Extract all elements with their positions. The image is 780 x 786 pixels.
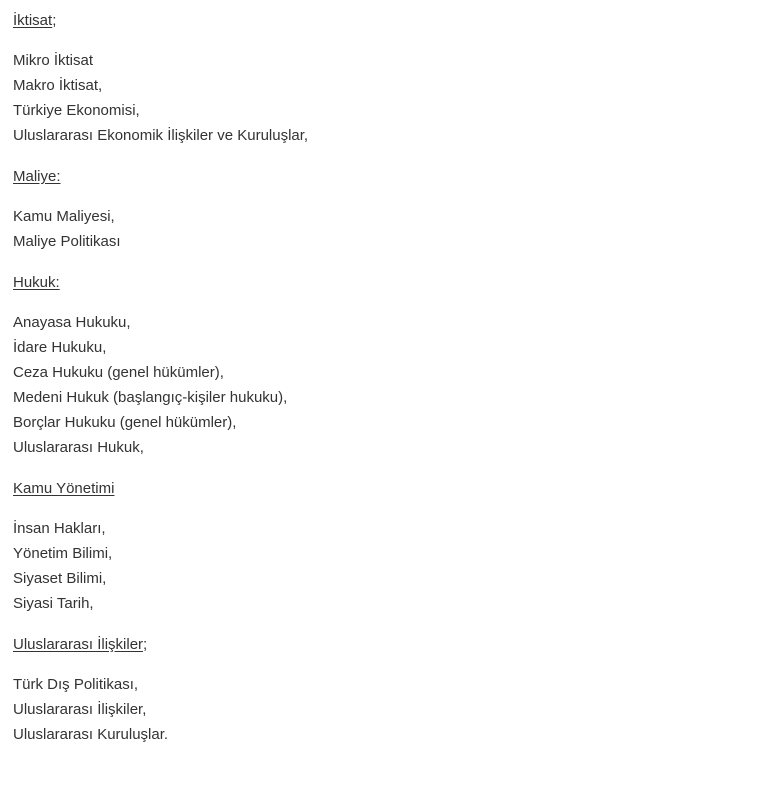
section-heading: [13, 476, 773, 501]
list-item: Ceza Hukuku (genel hükümler),: [13, 364, 224, 381]
list-item: Makro İktisat,: [13, 77, 103, 94]
document-body: [13, 0, 773, 747]
section-kamu-yonetimi: [13, 476, 773, 616]
section-title-suffix: ;: [52, 12, 57, 29]
list-item: Uluslararası Hukuk,: [13, 439, 144, 456]
list-item: Siyasi Tarih,: [13, 595, 94, 612]
list-item: İdare Hukuku,: [13, 339, 107, 356]
section-heading: [13, 8, 773, 33]
list-item: İnsan Hakları,: [13, 520, 106, 537]
section-title: Maliye:: [13, 168, 61, 185]
list-item: Türk Dış Politikası,: [13, 676, 139, 693]
list-item: Mikro İktisat: [13, 52, 94, 69]
list-item: Kamu Maliyesi,: [13, 208, 115, 225]
course-list: [13, 516, 773, 616]
section-title: Hukuk:: [13, 274, 60, 291]
list-item: Türkiye Ekonomisi,: [13, 102, 140, 119]
course-list: [13, 48, 773, 148]
list-item: Siyaset Bilimi,: [13, 570, 107, 587]
section-maliye: [13, 164, 773, 254]
list-item: Anayasa Hukuku,: [13, 314, 131, 331]
section-title-suffix: ;: [143, 636, 148, 653]
section-heading: [13, 632, 773, 657]
section-uluslararasi-iliskiler: [13, 632, 773, 747]
section-title: Uluslararası İlişkiler: [13, 636, 144, 653]
list-item: Borçlar Hukuku (genel hükümler),: [13, 414, 237, 431]
list-item: Maliye Politikası: [13, 233, 121, 250]
list-item: Uluslararası Ekonomik İlişkiler ve Kuruluşlar,: [13, 127, 309, 144]
section-heading: [13, 164, 773, 189]
list-item: Uluslararası Kuruluşlar.: [13, 726, 169, 743]
course-list: [13, 204, 773, 254]
course-list: [13, 310, 773, 460]
section-iktisat: [13, 8, 773, 148]
course-list: [13, 672, 773, 747]
section-title: Kamu Yönetimi: [13, 480, 115, 497]
list-item: Uluslararası İlişkiler,: [13, 701, 147, 718]
section-title: İktisat: [13, 12, 53, 29]
section-heading: [13, 270, 773, 295]
list-item: Medeni Hukuk (başlangıç-kişiler hukuku),: [13, 389, 288, 406]
list-item: Yönetim Bilimi,: [13, 545, 113, 562]
section-hukuk: [13, 270, 773, 460]
